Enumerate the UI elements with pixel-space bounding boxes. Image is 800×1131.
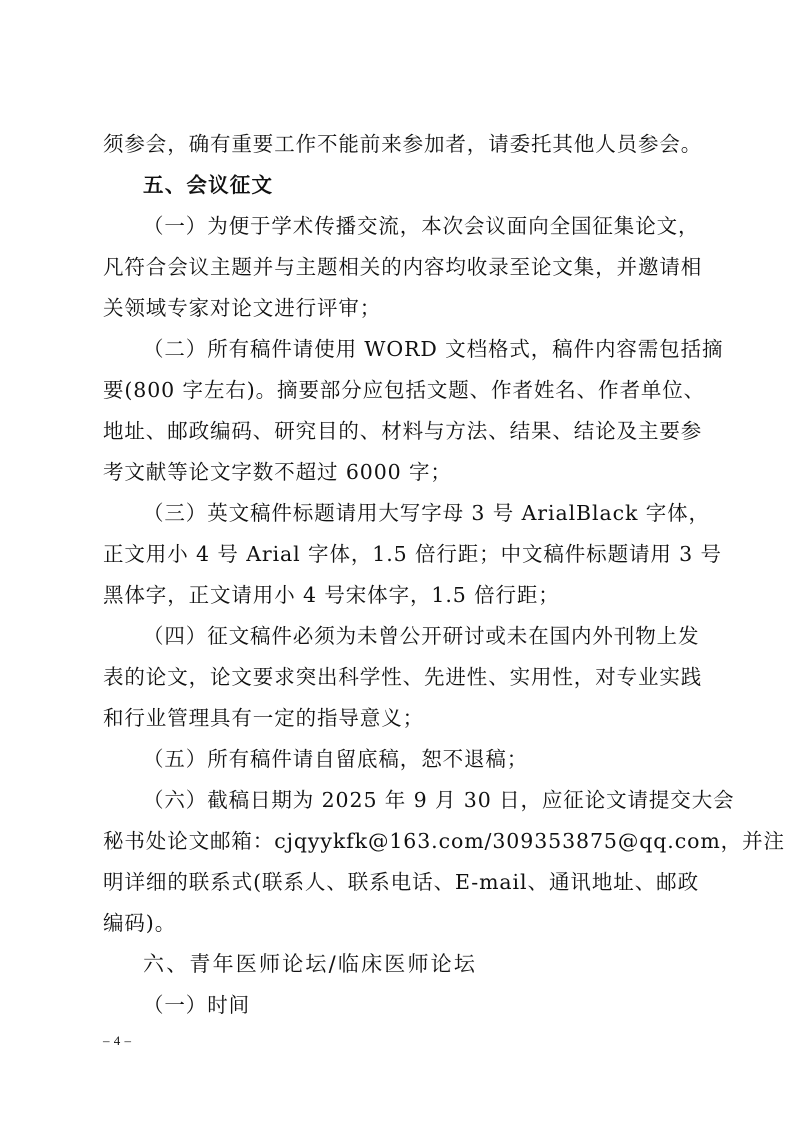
paragraph-line: 须参会，确有重要工作不能前来参加者，请委托其他人员参会。 (103, 132, 703, 156)
page-number: – 4 – (103, 1033, 132, 1048)
paragraph-line: （一）时间 (143, 993, 250, 1017)
paragraph-line: 秘书处论文邮箱：cjqyykfk@163.com/309353875@qq.com，并注 (103, 829, 785, 853)
paragraph-line: （六）截稿日期为 2025 年 9 月 30 日，应征论文请提交大会 (143, 788, 735, 812)
paragraph-line: 凡符合会议主题并与主题相关的内容均收录至论文集，并邀请相 (103, 255, 703, 279)
paragraph-line: 要(800 字左右)。摘要部分应包括文题、作者姓名、作者单位、 (103, 378, 706, 402)
paragraph-line: （二）所有稿件请使用 WORD 文档格式，稿件内容需包括摘 (143, 337, 724, 361)
paragraph-line: 表的论文，论文要求突出科学性、先进性、实用性，对专业实践 (103, 665, 703, 689)
paragraph-line: 黑体字，正文请用小 4 号宋体字，1.5 倍行距； (103, 583, 560, 607)
paragraph-line: 地址、邮政编码、研究目的、材料与方法、结果、结论及主要参 (103, 419, 703, 443)
paragraph-line: 考文献等论文字数不超过 6000 字； (103, 460, 452, 484)
paragraph-line: （四）征文稿件必须为未曾公开研讨或未在国内外刊物上发 (143, 624, 700, 648)
paragraph-line: （五）所有稿件请自留底稿，恕不退稿； (143, 747, 529, 771)
paragraph-line: 和行业管理具有一定的指导意义； (103, 706, 424, 730)
paragraph-line: （一）为便于学术传播交流，本次会议面向全国征集论文， (143, 214, 700, 238)
paragraph-line: （三）英文稿件标题请用大写字母 3 号 ArialBlack 字体， (143, 501, 710, 525)
paragraph-line: 关领域专家对论文进行评审； (103, 296, 382, 320)
paragraph-line: 正文用小 4 号 Arial 字体，1.5 倍行距；中文稿件标题请用 3 号 (103, 542, 722, 566)
paragraph-line: 编码)。 (103, 911, 177, 935)
section-heading-6: 六、青年医师论坛/临床医师论坛 (143, 952, 478, 976)
paragraph-line: 明详细的联系式(联系人、联系电话、E-mail、通讯地址、邮政 (103, 870, 699, 894)
section-heading-5: 五、会议征文 (143, 173, 274, 197)
